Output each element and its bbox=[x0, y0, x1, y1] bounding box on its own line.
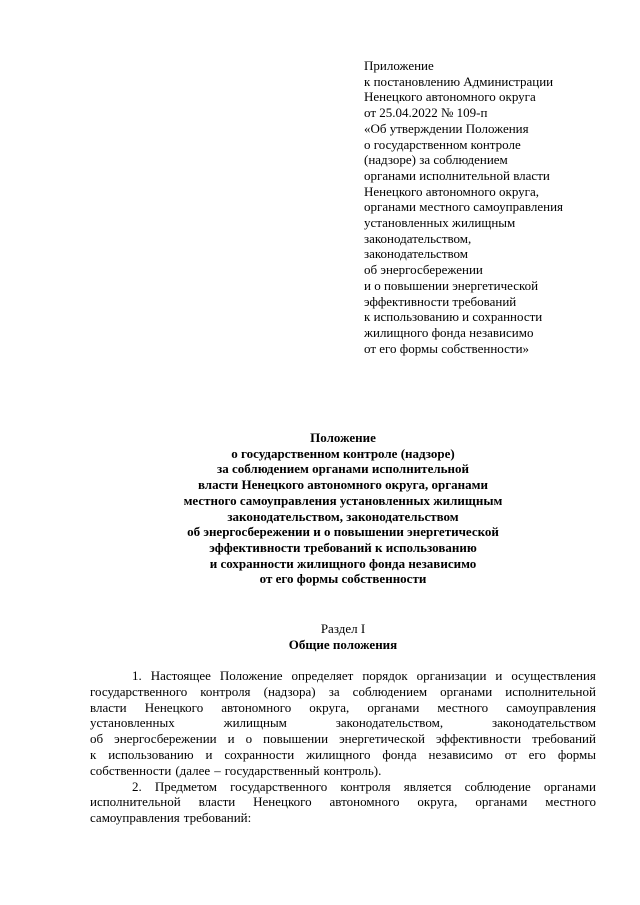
word: независимо bbox=[428, 746, 493, 762]
word: использованию bbox=[108, 746, 194, 762]
word: о bbox=[245, 731, 253, 747]
word: сохранности bbox=[224, 746, 295, 762]
word: требований: bbox=[183, 810, 252, 826]
title-line: об энергосбережении и о повышении энергетической bbox=[187, 524, 499, 540]
word: исполнительной bbox=[505, 683, 596, 699]
paragraph-line bbox=[90, 668, 596, 684]
word: повышении bbox=[263, 731, 329, 747]
word: органами bbox=[367, 699, 420, 715]
word: соблюдением bbox=[352, 683, 428, 699]
title-line: власти Ненецкого автономного округа, органами bbox=[197, 477, 489, 493]
appendix-line: законодательством, bbox=[364, 230, 472, 246]
appendix-header bbox=[364, 58, 634, 356]
word: самоуправления bbox=[506, 699, 596, 715]
word: организации bbox=[416, 668, 487, 683]
appendix-line: Приложение bbox=[364, 58, 434, 73]
appendix-line: (надзоре) за соблюдением bbox=[364, 152, 508, 168]
word: государственного bbox=[90, 683, 188, 699]
word: государственного bbox=[230, 778, 328, 794]
word: его bbox=[528, 746, 546, 762]
word: органами bbox=[440, 683, 493, 699]
appendix-line: законодательством bbox=[364, 246, 469, 262]
word: осуществления bbox=[511, 668, 596, 683]
word: и bbox=[227, 731, 235, 747]
paragraph-line bbox=[90, 763, 596, 779]
title-line: и сохранности жилищного фонда независимо bbox=[209, 555, 477, 571]
word: фонда bbox=[382, 746, 417, 762]
paragraph-line bbox=[90, 684, 596, 700]
word: 2. bbox=[132, 778, 142, 794]
word: государственный bbox=[224, 762, 320, 778]
word: Ненецкого bbox=[253, 794, 312, 810]
section-number: Раздел I bbox=[320, 621, 366, 636]
word: власти bbox=[198, 794, 236, 810]
word: власти bbox=[90, 699, 127, 715]
word: жилищного bbox=[306, 746, 371, 762]
section-name: Общие положения bbox=[288, 637, 398, 652]
appendix-line: эффективности требований bbox=[364, 293, 517, 309]
word: 1. bbox=[132, 668, 142, 683]
word: порядок bbox=[362, 668, 408, 683]
word: формы bbox=[557, 746, 596, 762]
title-line: от его формы собственности bbox=[259, 571, 427, 587]
appendix-line: к постановлению Администрации bbox=[364, 73, 554, 89]
word: контроля bbox=[340, 778, 391, 794]
word: контроль). bbox=[323, 762, 382, 778]
appendix-line: Ненецкого автономного округа, bbox=[364, 183, 539, 199]
word: законодательством, bbox=[335, 715, 444, 731]
section-heading bbox=[90, 621, 596, 653]
word: автономного bbox=[329, 794, 400, 810]
appendix-line: от его формы собственности» bbox=[364, 340, 530, 356]
title-line: местного самоуправления установленных жилищным bbox=[183, 492, 503, 508]
document-title bbox=[90, 430, 596, 587]
word: Настоящее bbox=[150, 668, 211, 683]
appendix-line: об энергосбережении bbox=[364, 262, 483, 278]
paragraph-line bbox=[90, 810, 596, 826]
word: от bbox=[504, 746, 517, 762]
appendix-line: «Об утверждении Положения bbox=[364, 120, 529, 136]
paragraph-line bbox=[90, 747, 596, 763]
word: требований bbox=[532, 731, 596, 747]
paragraph-line bbox=[90, 715, 596, 731]
word: законодательством bbox=[491, 715, 596, 731]
paragraph-line bbox=[90, 794, 596, 810]
appendix-line: органами местного самоуправления bbox=[364, 199, 564, 215]
word: об bbox=[90, 731, 104, 747]
word: собственности bbox=[90, 762, 172, 778]
paragraph-line bbox=[90, 731, 596, 747]
paragraph-line bbox=[90, 779, 596, 795]
appendix-line: Ненецкого автономного округа bbox=[364, 89, 536, 105]
body-text bbox=[90, 668, 596, 826]
word: к bbox=[90, 746, 97, 762]
appendix-line: органами исполнительной власти bbox=[364, 167, 550, 183]
title-line: законодательством, законодательством bbox=[227, 508, 459, 524]
word: органами bbox=[475, 794, 528, 810]
word: эффективности bbox=[435, 731, 522, 747]
word: округа, bbox=[417, 794, 458, 810]
word: соблюдение bbox=[464, 778, 531, 794]
word: является bbox=[403, 778, 452, 794]
word: округа, bbox=[309, 699, 350, 715]
appendix-line: и о повышении энергетической bbox=[364, 277, 539, 293]
word: исполнительной bbox=[90, 794, 181, 810]
appendix-line: о государственном контроле bbox=[364, 136, 521, 152]
word: Ненецкого bbox=[144, 699, 204, 715]
word: местного bbox=[437, 699, 489, 715]
word: Предметом bbox=[154, 778, 217, 794]
word: энергосбережении bbox=[114, 731, 217, 747]
word: (надзора) bbox=[263, 683, 316, 699]
word: – bbox=[214, 762, 221, 778]
word: (далее bbox=[175, 762, 211, 778]
word: установленных bbox=[90, 715, 175, 731]
appendix-line: жилищного фонда независимо bbox=[364, 324, 534, 340]
appendix-line: установленных жилищным bbox=[364, 215, 516, 231]
word: и bbox=[495, 668, 503, 683]
paragraph-line bbox=[90, 700, 596, 716]
word: определяет bbox=[291, 668, 354, 683]
word: за bbox=[328, 683, 340, 699]
title-line: о государственном контроле (надзоре) bbox=[231, 445, 455, 461]
word: самоуправления bbox=[90, 810, 180, 826]
word: контроля bbox=[200, 683, 251, 699]
word: энергетической bbox=[339, 731, 425, 747]
appendix-line: от 25.04.2022 № 109-п bbox=[364, 105, 488, 121]
title-line: эффективности требований к использованию bbox=[209, 539, 477, 555]
paragraph-2 bbox=[90, 779, 596, 826]
word: жилищным bbox=[223, 715, 287, 731]
paragraph-1 bbox=[90, 668, 596, 779]
title-line: за соблюдением органами исполнительной bbox=[217, 461, 469, 477]
word: местного bbox=[545, 794, 596, 810]
word: органами bbox=[543, 778, 596, 794]
appendix-line: к использованию и сохранности bbox=[364, 309, 543, 325]
word: и bbox=[205, 746, 213, 762]
word: автономного bbox=[221, 699, 292, 715]
title-line: Положение bbox=[310, 430, 376, 445]
word: Положение bbox=[219, 668, 283, 683]
